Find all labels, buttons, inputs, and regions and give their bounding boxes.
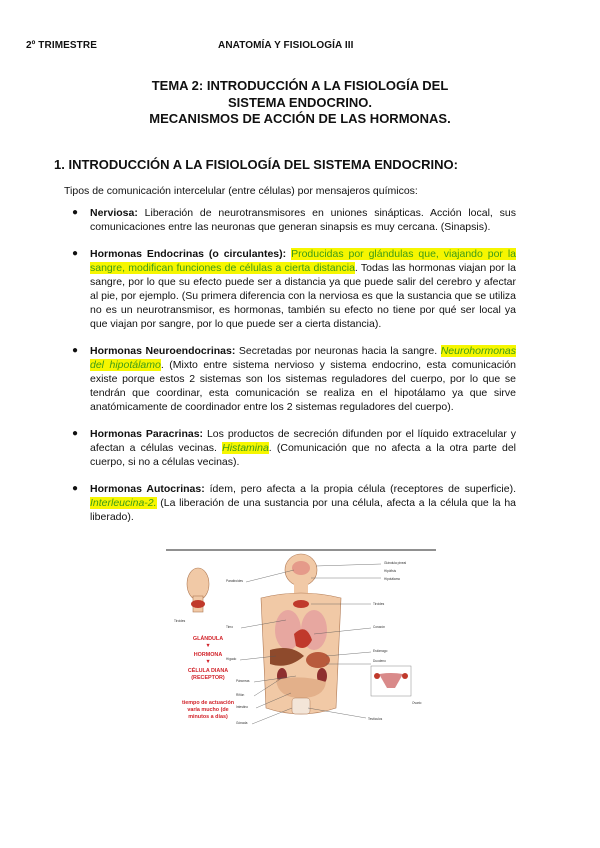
desc-nerviosa: Liberación de neurotransmisores en uniones sinápticas. Acción local, sus comunicaciones entre las neuronas que generan sinapsis es muy cercana. (Sinapsis). — [90, 207, 516, 233]
label-left: Paratiroides — [226, 579, 244, 583]
term-nerviosa: Nerviosa: — [90, 207, 138, 219]
header-subject: ANATOMÍA Y FISIOLOGÍA III — [218, 40, 354, 51]
pre-autocrinas: ídem, pero afecta a la propia célula (receptores de superficie). — [204, 483, 517, 495]
flow-target-cell: CÉLULA DIANA — [187, 668, 229, 674]
label-left: Tiroides — [174, 619, 186, 623]
flow-receptor: (RECEPTOR) — [191, 675, 225, 681]
section-heading: 1. INTRODUCCIÓN A LA FISIOLOGÍA DEL SISTEMA ENDOCRINO: — [54, 157, 458, 172]
endocrine-system-figure — [166, 548, 436, 746]
label-right: Testículos — [368, 717, 383, 721]
title-line-1: TEMA 2: INTRODUCCIÓN A LA FISIOLOGÍA DEL — [151, 78, 449, 93]
label-left: Hígado — [226, 657, 237, 661]
title-line-3: MECANISMOS DE ACCIÓN DE LAS HORMONAS. — [149, 111, 451, 126]
label-right: Duodeno — [373, 659, 386, 663]
label-left: Timo — [226, 625, 233, 629]
bullet-icon: ● — [72, 248, 79, 259]
header-trimester: 2º TRIMESTRE — [26, 40, 97, 51]
ovary-inset-image — [371, 666, 411, 696]
page-title — [0, 78, 600, 128]
desc-endocrinas: . Todas las hormonas viajan por la sangre, por lo que su efecto puede ser a distancia ya que puede salir del cerebro y afectar al pie, por ejemplo. (Su primera diferencia con la nerviosa es que la sustancia que se utiliza no es un neurotransmisor, es hormonas, también su efecto no tiene por qué ser local ya que viajan por sangre, por lo que puede ser a cierta distancia). — [90, 262, 516, 330]
pre-paracrinas: Los productos de secreción difunden por el líquido extracelular y afectan a células vecinas. — [90, 428, 516, 454]
flow-arrow-icon: ▼ — [205, 643, 211, 649]
label-left: Páncreas — [236, 679, 250, 683]
list-item-nerviosa — [64, 206, 516, 234]
desc-autocrinas: (La liberación de una sustancia por una célula, afecta a la célula que la ha liberado). — [90, 497, 516, 523]
desc-neuroendocrinas: . (Mixto entre sistema nervioso y sistema endocrino, esta comunicación existe porque estos 2 sistemas son los sistemas reguladores del cuerpo, por lo que se tendrán que coordinar, esta comunicación se realiza en el hipotálamo ya que sirve anatómicamente de coordinador entre los 2 sistemas reguladores del cuerpo). — [90, 359, 517, 413]
list-item-paracrinas — [64, 427, 516, 469]
label-left: Riñón — [236, 693, 245, 697]
list-item-endocrinas — [64, 247, 516, 331]
highlight-neuroendocrinas: Neurohormonas del hipotálamo — [90, 345, 516, 371]
time-note-1: tiempo de actuación — [181, 700, 235, 706]
label-right: Hipófisis — [384, 569, 397, 573]
bullet-icon: ● — [72, 483, 79, 494]
time-note-2: varía mucho (de — [187, 707, 229, 713]
flow-gland: GLÁNDULA — [192, 636, 224, 642]
label-right: Ovario — [412, 701, 422, 705]
term-autocrinas: Hormonas Autocrinas: — [90, 483, 205, 495]
label-right: Glándula pineal — [384, 561, 407, 565]
highlight-endocrinas: Producidas por glándulas que, viajando por la sangre, modifican funciones de células a cierta distancia — [90, 248, 517, 274]
list-item-autocrinas — [64, 482, 516, 524]
label-right: Estómago — [373, 649, 388, 653]
highlight-autocrinas: Interleucina-2. — [90, 497, 157, 509]
time-note-3: minutos a días) — [188, 714, 228, 720]
label-right: Tiroides — [373, 602, 385, 606]
flow-hormone: HORMONA — [193, 652, 223, 658]
term-paracrinas: Hormonas Paracrinas: — [90, 428, 204, 440]
flow-arrow-icon: ▼ — [205, 659, 211, 665]
pre-neuroendocrinas: Secretadas por neuronas hacia la sangre. — [235, 345, 441, 357]
term-neuroendocrinas: Hormonas Neuroendocrinas: — [90, 345, 236, 357]
bullet-icon: ● — [72, 207, 79, 218]
communication-types-list — [64, 206, 516, 537]
label-right: Hipotálamo — [384, 577, 401, 581]
bullet-icon: ● — [72, 428, 79, 439]
bullet-icon: ● — [72, 345, 79, 356]
label-left: Intestino — [236, 705, 249, 709]
title-line-2: SISTEMA ENDOCRINO. — [228, 94, 372, 110]
label-left: Gónada — [236, 721, 248, 725]
term-endocrinas: Hormonas Endocrinas (o circulantes): — [90, 248, 287, 260]
label-right: Corazón — [373, 625, 386, 629]
desc-paracrinas: . (Comunicación que no afecta a la otra parte del cuerpo, si no a células vecinas). — [90, 442, 516, 468]
list-item-neuroendocrinas — [64, 344, 516, 414]
intro-text: Tipos de comunicación intercelular (entre células) por mensajeros químicos: — [64, 185, 418, 197]
highlight-paracrinas: Histamina — [222, 442, 269, 454]
